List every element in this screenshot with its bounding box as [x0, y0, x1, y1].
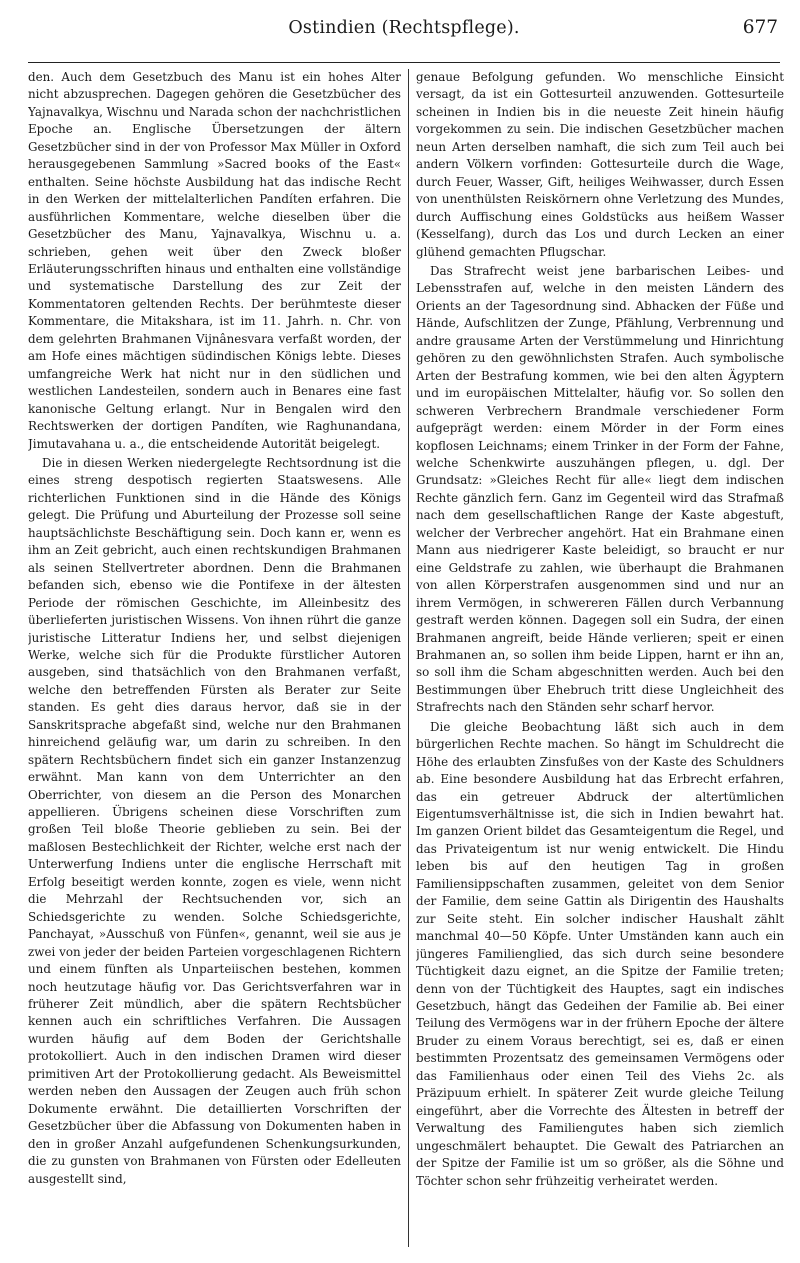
page-number: 677: [742, 17, 778, 38]
page-header: [28, 4, 780, 50]
running-title: Ostindien (Rechtspflege).: [288, 18, 520, 38]
paragraph: genaue Befolgung gefunden. Wo menschliche Einsicht versagt, da ist ein Gottesurteil anzuwenden. Gottesurteile scheinen in Indien bis in die neueste Zeit hinein häufig vorgekommen zu sein. Die indischen Gesetzbücher machen neun Arten derselben namhaft, die sich zum Teil auch bei andern Völkern vorfinden: Gottesurteile durch die Wage, durch Feuer, Wasser, Gift, heiliges Weihwasser, durch Essen von unenthülsten Reiskörnern ohne Verletzung des Mundes, durch Auffischung eines Goldstücks aus heißem Wasser (Kesselfang), durch das Los und durch Lecken an einer glühend gemachten Pflugschar.: [416, 70, 784, 259]
right-column: [416, 69, 784, 1249]
column-divider: [408, 69, 409, 1247]
paragraph: den. Auch dem Gesetzbuch des Manu ist ein hohes Alter nicht abzusprechen. Dagegen gehören die Gesetzbücher des Yajnavalkya, Wischnu und Narada schon der nachchristlichen Epoche an. Englische Übersetzungen der ältern Gesetzbücher sind in der von Professor Max Müller in Oxford herausgegebenen Sammlung »Sacred books of the East« enthalten. Seine höchste Ausbildung hat das indische Recht in den Werken der mittelalterlichen Pandíten erfahren. Die ausführlichen Kommentare, welche dieselben über die Gesetzbücher des Manu, Yajnavalkya, Wischnu u. a. schrieben, gehen weit über den Zweck bloßer Erläuterungsschriften hinaus und enthalten eine vollständige und systematische Darstellung des zur Zeit der Kommentatoren geltenden Rechts. Der berühmteste dieser Kommentare, die Mitakshara, ist im 11. Jahrh. n. Chr. von dem gelehrten Brahmanen Vijnânesvara verfaßt worden, der am Hofe eines mächtigen südindischen Königs lebte. Dieses umfangreiche Werk hat nicht nur in den südlichen und westlichen Landesteilen, sondern auch in Benares eine fast kanonische Geltung erlangt. Nur in Bengalen wird den Rechtswerken der dortigen Pandíten, wie Raghunandana, Jimutavahana u. a., die entscheidende Autorität beigelegt.: [28, 70, 401, 451]
header-rule: [28, 62, 780, 63]
paragraph: Das Strafrecht weist jene barbarischen Leibes- und Lebensstrafen auf, welche in den meisten Ländern des Orients an der Tagesordnung sind. Abhacken der Füße und Hände, Aufschlitzen der Zunge, Pfählung, Verbrennung und andre grausame Arten der Verstümmelung und Hinrichtung gehören zu den gewöhnlichsten Strafen. Auch symbolische Arten der Bestrafung kommen, wie bei den alten Ägyptern und im europäischen Mittelalter, häufig vor. So sollen den schweren Verbrechern Brandmale verschiedener Form aufgeprägt werden: einem Mörder in der Form eines kopflosen Leichnams; einem Trinker in der Form der Fahne, welche Schenkwirte auszuhängen pflegen, u. dgl. Der Grundsatz: »Gleiches Recht für alle« liegt dem indischen Rechte gänzlich fern. Ganz im Gegenteil wird das Strafmaß nach dem gesellschaftlichen Range der Kaste abgestuft, welcher der Verbrecher angehört. Hat ein Brahmane einen Mann aus niedrigerer Kaste beleidigt, so braucht er nur eine Geldstrafe zu zahlen, wie überhaupt die Brahmanen von allen Körperstrafen ausgenommen sind und nur an ihrem Vermögen, in schwereren Fällen durch Verbannung gestraft werden können. Dagegen soll ein Sudra, der einen Brahmanen angreift, beide Hände verlieren; speit er einen Brahmanen an, so sollen ihm beide Lippen, harnt er ihn an, so soll ihm die Scham abgeschnitten werden. Auch bei den Bestimmungen über Ehebruch tritt diese Ungleichheit des Strafrechts nach den Ständen sehr scharf hervor.: [416, 263, 784, 715]
paragraph: Die gleiche Beobachtung läßt sich auch in dem bürgerlichen Rechte machen. So hängt im Schuldrecht die Höhe des erlaubten Zinsfußes von der Kaste des Schuldners ab. Eine besondere Ausbildung hat das Erbrecht erfahren, das ein getreuer Abdruck der altertümlichen Eigentumsverhältnisse ist, die sich in Indien bewahrt hat. Im ganzen Orient bildet das Gesamteigentum die Regel, und das Privateigentum ist nur wenig entwickelt. Die Hindu leben bis auf den heutigen Tag in großen Familiensippschaften zusammen, geleitet von dem Senior der Familie, dem seine Gattin als Dirigentin des Haushalts zur Seite steht. Ein solcher indischer Haushalt zählt manchmal 40—50 Köpfe. Unter Umständen kann auch ein jüngeres Familienglied, das sich durch seine besondere Tüchtigkeit dazu eignet, an die Spitze der Familie treten; denn von der Tüchtigkeit des Hauptes, sagt ein indisches Gesetzbuch, hängt das Gedeihen der Familie ab. Bei einer Teilung des Vermögens war in der frühern Epoche der ältere Bruder zu einem Voraus berechtigt, sei es, daß er einen bestimmten Prozentsatz des gemeinsamen Vermögens oder das Familienhaus oder einen Teil des Viehs 2c. als Präzipuum erhielt. In späterer Zeit wurde gleiche Teilung eingeführt, aber die Vorrechte des Ältesten in betreff der Verwaltung des Familiengutes haben sich ziemlich ungeschmälert behauptet. Die Gewalt des Patriarchen an der Spitze der Familie ist um so größer, als die Söhne und Töchter schon sehr frühzeitig verheiratet werden.: [416, 719, 784, 1188]
paragraph: Die in diesen Werken niedergelegte Rechtsordnung ist die eines streng despotisch regierten Staatswesens. Alle richterlichen Funktionen sind in die Hände des Königs gelegt. Die Prüfung und Aburteilung der Prozesse soll seine hauptsächlichste Beschäftigung sein. Doch kann er, wenn es ihm an Zeit gebricht, auch einen rechtskundigen Brahmanen als seinen Stellvertreter abordnen. Denn die Brahmanen befanden sich, ebenso wie die Pontifexe in der ältesten Periode der römischen Geschichte, im Alleinbesitz des überlieferten juristischen Wissens. Von ihnen rührt die ganze juristische Litteratur Indiens her, und selbst diejenigen Werke, welche sich für die Produkte fürstlicher Autoren ausgeben, sind thatsächlich von den Brahmanen verfaßt, welche den betreffenden Fürsten als Berater zur Seite standen. Es geht dies daraus hervor, daß sie in der Sanskritsprache abgefaßt sind, welche nur den Brahmanen hinreichend geläufig war, um darin zu schreiben. In den spätern Rechtsbüchern findet sich ein ganzer Instanzenzug erwähnt. Man kann von dem Unterrichter an den Oberrichter, von diesem an die Person des Monarchen appellieren. Übrigens scheinen diese Vorschriften zum großen Teil bloße Theorie geblieben zu sein. Bei der maßlosen Bestechlichkeit der Richter, welche erst nach der Unterwerfung Indiens unter die englische Herrschaft mit Erfolg beseitigt werden konnte, zogen es viele, wenn nicht die Mehrzahl der Rechtsuchenden vor, sich an Schiedsgerichte zu wenden. Solche Schiedsgerichte, Panchayat, »Ausschuß von Fünfen«, genannt, weil sie aus je zwei von jeder der beiden Parteien vorgeschlagenen Richtern und einem fünften als Unparteiischen bestehen, kommen noch heutzutage häufig vor. Das Gerichtsverfahren war in früherer Zeit mündlich, aber die spätern Rechtsbücher kennen auch ein schriftliches Verfahren. Die Aussagen wurden häufig auf dem Boden der Gerichtshalle protokolliert. Auch in den indischen Dramen wird dieser primitiven Art der Protokollierung gedacht. Als Beweismittel werden neben den Aussagen der Zeugen auch früh schon Dokumente erwähnt. Die detaillierten Vorschriften der Gesetzbücher über die Abfassung von Dokumenten haben in den in großer Anzahl aufgefundenen Schenkungsurkunden, die zu gunsten von Brahmanen von Fürsten oder Edelleuten ausgestellt sind,: [28, 455, 401, 1186]
left-column: [28, 69, 401, 1249]
